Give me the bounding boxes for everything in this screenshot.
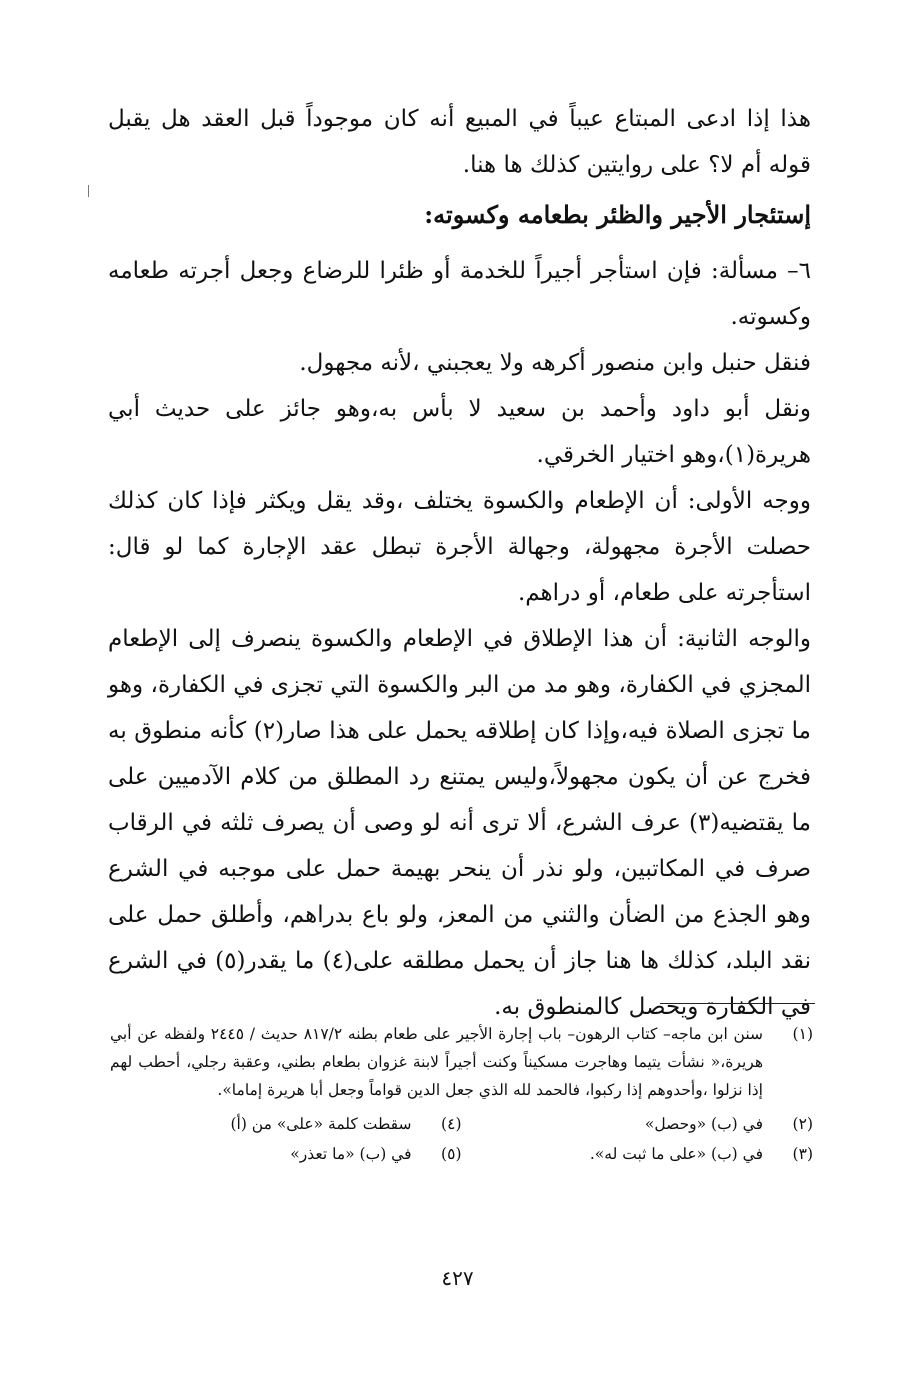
main-text (108, 96, 811, 1030)
footnote-text: سقطت كلمة «على» من (أ) (230, 1115, 412, 1133)
footnote-separator (660, 1003, 815, 1004)
footnote-number: (٣) (792, 1145, 813, 1163)
footnote-5 (110, 1140, 462, 1168)
footnote-number: (٥) (441, 1145, 462, 1163)
footnote-number: (٢) (792, 1115, 813, 1133)
footnote-text: في (ب) «وحصل» (644, 1115, 763, 1133)
paragraph-hanbal: فنقل حنبل وابن منصور أكرهه ولا يعجبني ،لأنه مجهول. (299, 350, 811, 376)
paragraph-second-view: والوجه الثانية: أن هذا الإطلاق في الإطعام والكسوة ينصرف إلى الإطعام المجزي في الكفارة، وهو مد من البر والكسوة التي تجزى في الكفارة، وهو ما تجزى الصلاة فيه،وإذا كان إطلاقه يحمل على هذا صار(٢) كأنه منطوق به فخرج عن أن يكون مجهولاً،وليس يمتنع رد المطلق من كلام الآدميين على ما يقتضيه(٣) عرف الشرع، ألا ترى أنه لو وصى أن يصرف ثلثه في الرقاب صرف في المكاتبين، ولو نذر أن ينحر بهيمة حمل على موجبه في الشرع وهو الجذع من الضأن والثني من المعز، ولو باع بدراهم، وأطلق حمل على نقد البلد، كذلك ها هنا جاز أن يحمل مطلقه على(٤) ما يقدر(٥) في الشرع في الكفارة ويحصل كالمنطوق به. (108, 626, 812, 1020)
paragraph-issue: ٦– مسألة: فإن استأجر أجيراً للخدمة أو ظئرا للرضاع وجعل أجرته طعامه وكسوته. (108, 258, 811, 330)
footnote-row (110, 1140, 813, 1168)
footnote-1 (110, 1020, 813, 1104)
footnote-text: في (ب) «على ما ثبت له». (589, 1145, 763, 1163)
footnote-2 (462, 1110, 814, 1138)
footnote-number: (٤) (441, 1115, 462, 1133)
footnote-3 (462, 1140, 814, 1168)
footnote-text: سنن ابن ماجه– كتاب الرهون– باب إجارة الأجير على طعام بطنه ٨١٧/٢ حديث / ٢٤٤٥ ولفظه عن أبي هريرة،« نشأت يتيما وهاجرت مسكيناً وكنت أجيراً لابنة غزوان بطعام بطني، وعقبة رجلي، أحطب لهم إذا نزلوا ،وأحدوهم إذا ركبوا، فالحمد لله الذي جعل الدين قواماً وجعل أبا هريرة إماما». (110, 1025, 764, 1099)
paragraph-abu-dawud: ونقل أبو داود وأحمد بن سعيد لا بأس به،وهو جائز على حديث أبي هريرة(١)،وهو اختيار الخرقي. (108, 396, 811, 468)
paragraph-intro: هذا إذا ادعى المبتاع عيباً في المبيع أنه كان موجوداً قبل العقد هل يقبل قوله أم لا؟ على روايتين كذلك ها هنا. (108, 106, 811, 178)
scan-mark (88, 185, 89, 197)
footnote-row (110, 1110, 813, 1138)
footnote-text: في (ب) «ما تعذر» (290, 1145, 412, 1163)
paragraph-first-view: ووجه الأولى: أن الإطعام والكسوة يختلف ،وقد يقل ويكثر فإذا كان كذلك حصلت الأجرة مجهولة، وجهالة الأجرة تبطل عقد الإجارة كما لو قال: استأجرته على طعام، أو دراهم. (108, 488, 811, 606)
page-number: ٤٢٧ (441, 1266, 474, 1290)
footnote-number: (١) (792, 1025, 813, 1043)
section-heading: إستئجار الأجير والظئر بطعامه وكسوته: (424, 200, 811, 229)
footnote-4 (110, 1110, 462, 1138)
footnotes (110, 1020, 813, 1168)
